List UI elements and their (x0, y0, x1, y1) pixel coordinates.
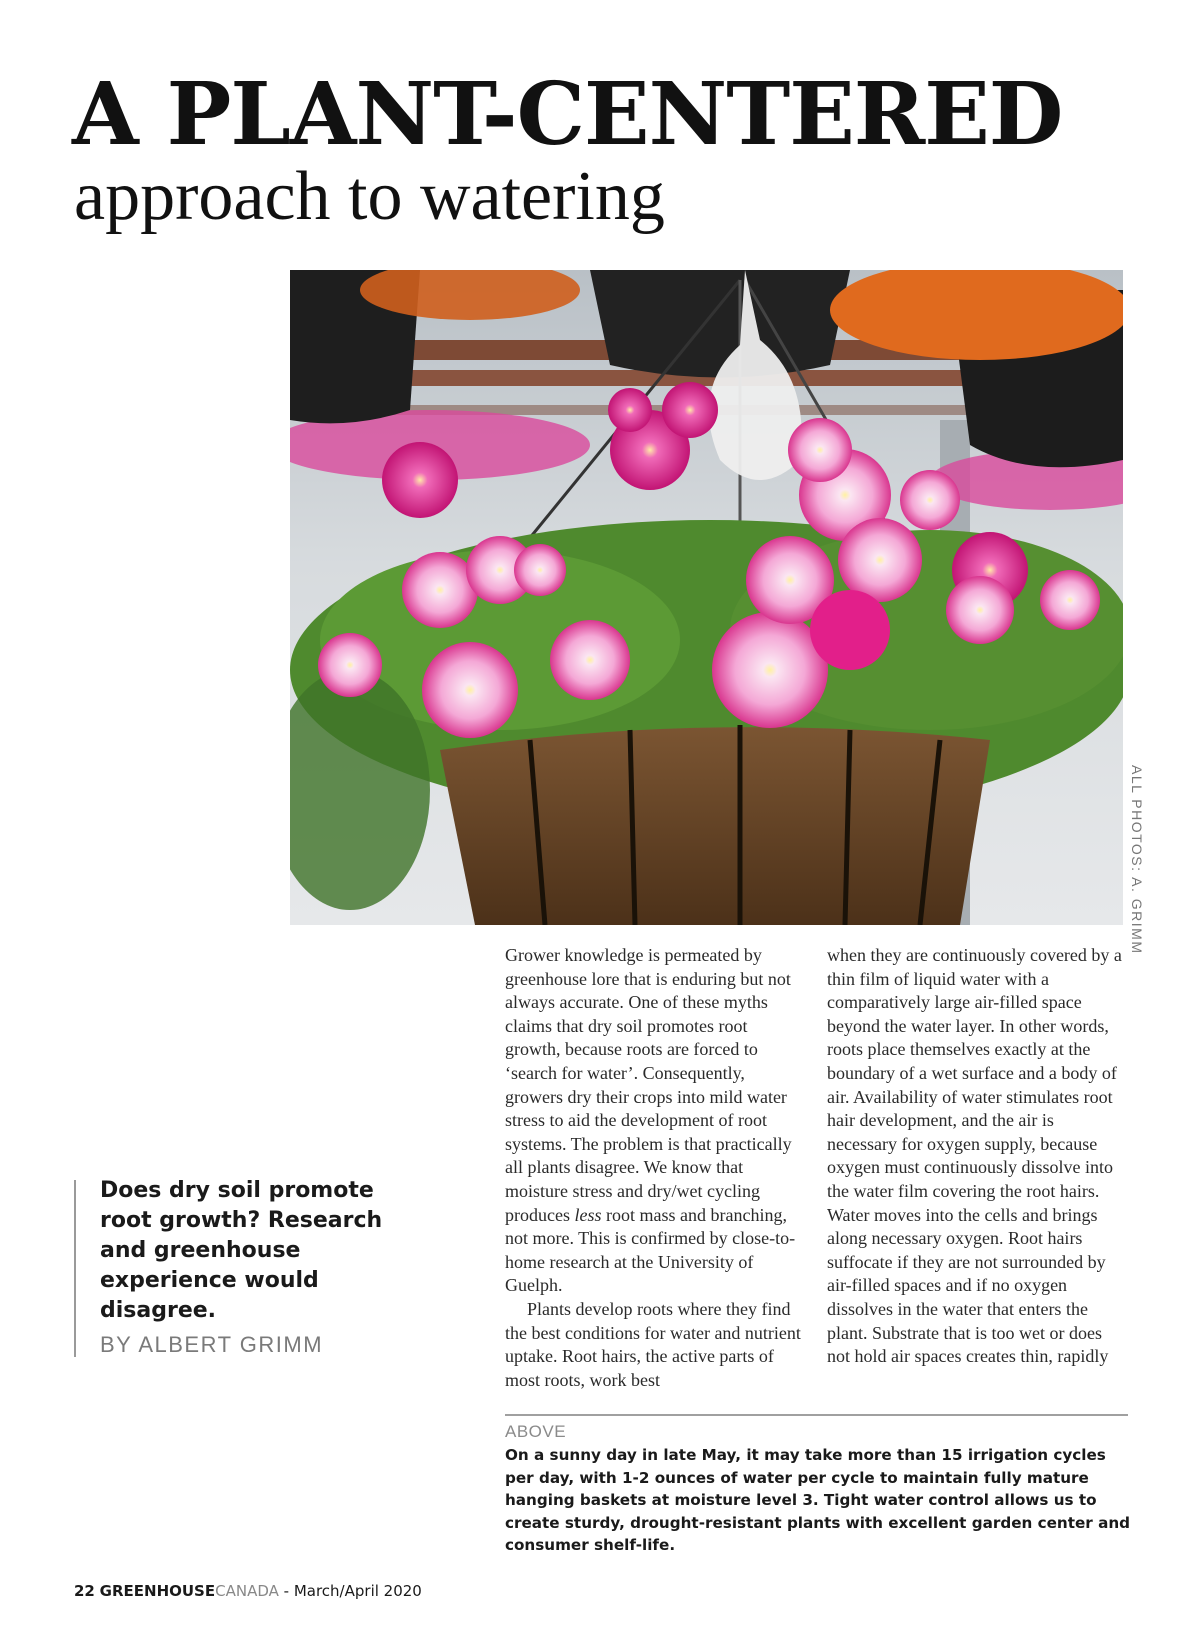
photo-credit: ALL PHOTOS: A. GRIMM (1129, 765, 1145, 955)
body-paragraph: Plants develop roots where they find the best conditions for water and nutrient uptake. Root hairs, the active parts of most roots, work best (505, 1298, 801, 1390)
hanging-basket-photo (290, 270, 1123, 925)
body-column-1 (505, 944, 805, 1392)
magazine-name: GREENHOUSE (99, 1582, 216, 1600)
body-paragraph: Grower knowledge is permeated by greenhouse lore that is enduring but not always accurate. One of these myths claims that dry soil promotes root growth, because roots are forced to ‘search for water’. Consequently, growers dry their crops into mild water stress to aid the development of root systems. The problem is that practically all plants disagree. We know that moisture stress and dry/wet cycling produces less root mass and branching, not more. This is confirmed by close-to-home research at the University of Guelph. (505, 945, 796, 1296)
byline: BY ALBERT GRIMM (100, 1332, 324, 1357)
headline: A PLANT-CENTERED (72, 64, 1063, 165)
caption-rule (505, 1414, 1128, 1416)
body-paragraph: when they are continuously covered by a thin film of liquid water with a comparatively large air-filled space beyond the water layer. In other words, roots place themselves exactly at the boundary of a wet surface and a body of air. Availability of water stimulates root hair development, and the air is necessary for oxygen supply, because oxygen must continuously dissolve into the water film covering the root hairs. Water moves into the cells and brings along necessary oxygen. Root hairs suffocate if they are not surrounded by air-filled spaces and if no oxygen dissolves in the water that enters the plant. Substrate that is too wet or does not hold air spaces creates thin, rapidly (827, 945, 1122, 1367)
deck-rule (74, 1180, 76, 1357)
article-deck: Does dry soil promote root growth? Research and greenhouse experience would disagree. (100, 1178, 383, 1323)
magazine-name-suffix: CANADA (215, 1582, 279, 1600)
caption-label: ABOVE (505, 1422, 567, 1441)
page-footer (74, 1582, 422, 1600)
body-column-2 (827, 944, 1127, 1369)
emphasis: less (574, 1204, 602, 1225)
issue-date: - March/April 2020 (283, 1582, 422, 1600)
page-number: 22 (74, 1582, 95, 1600)
photo-caption: On a sunny day in late May, it may take more than 15 irrigation cycles per day, with 1-2 ounces of water per cycle to maintain fully mature hanging baskets at moisture level 3. Tight water control allows us to create sturdy, drought-resistant plants with excellent garden center and consumer shelf-life. (505, 1446, 1131, 1554)
subheadline: approach to watering (74, 158, 665, 235)
